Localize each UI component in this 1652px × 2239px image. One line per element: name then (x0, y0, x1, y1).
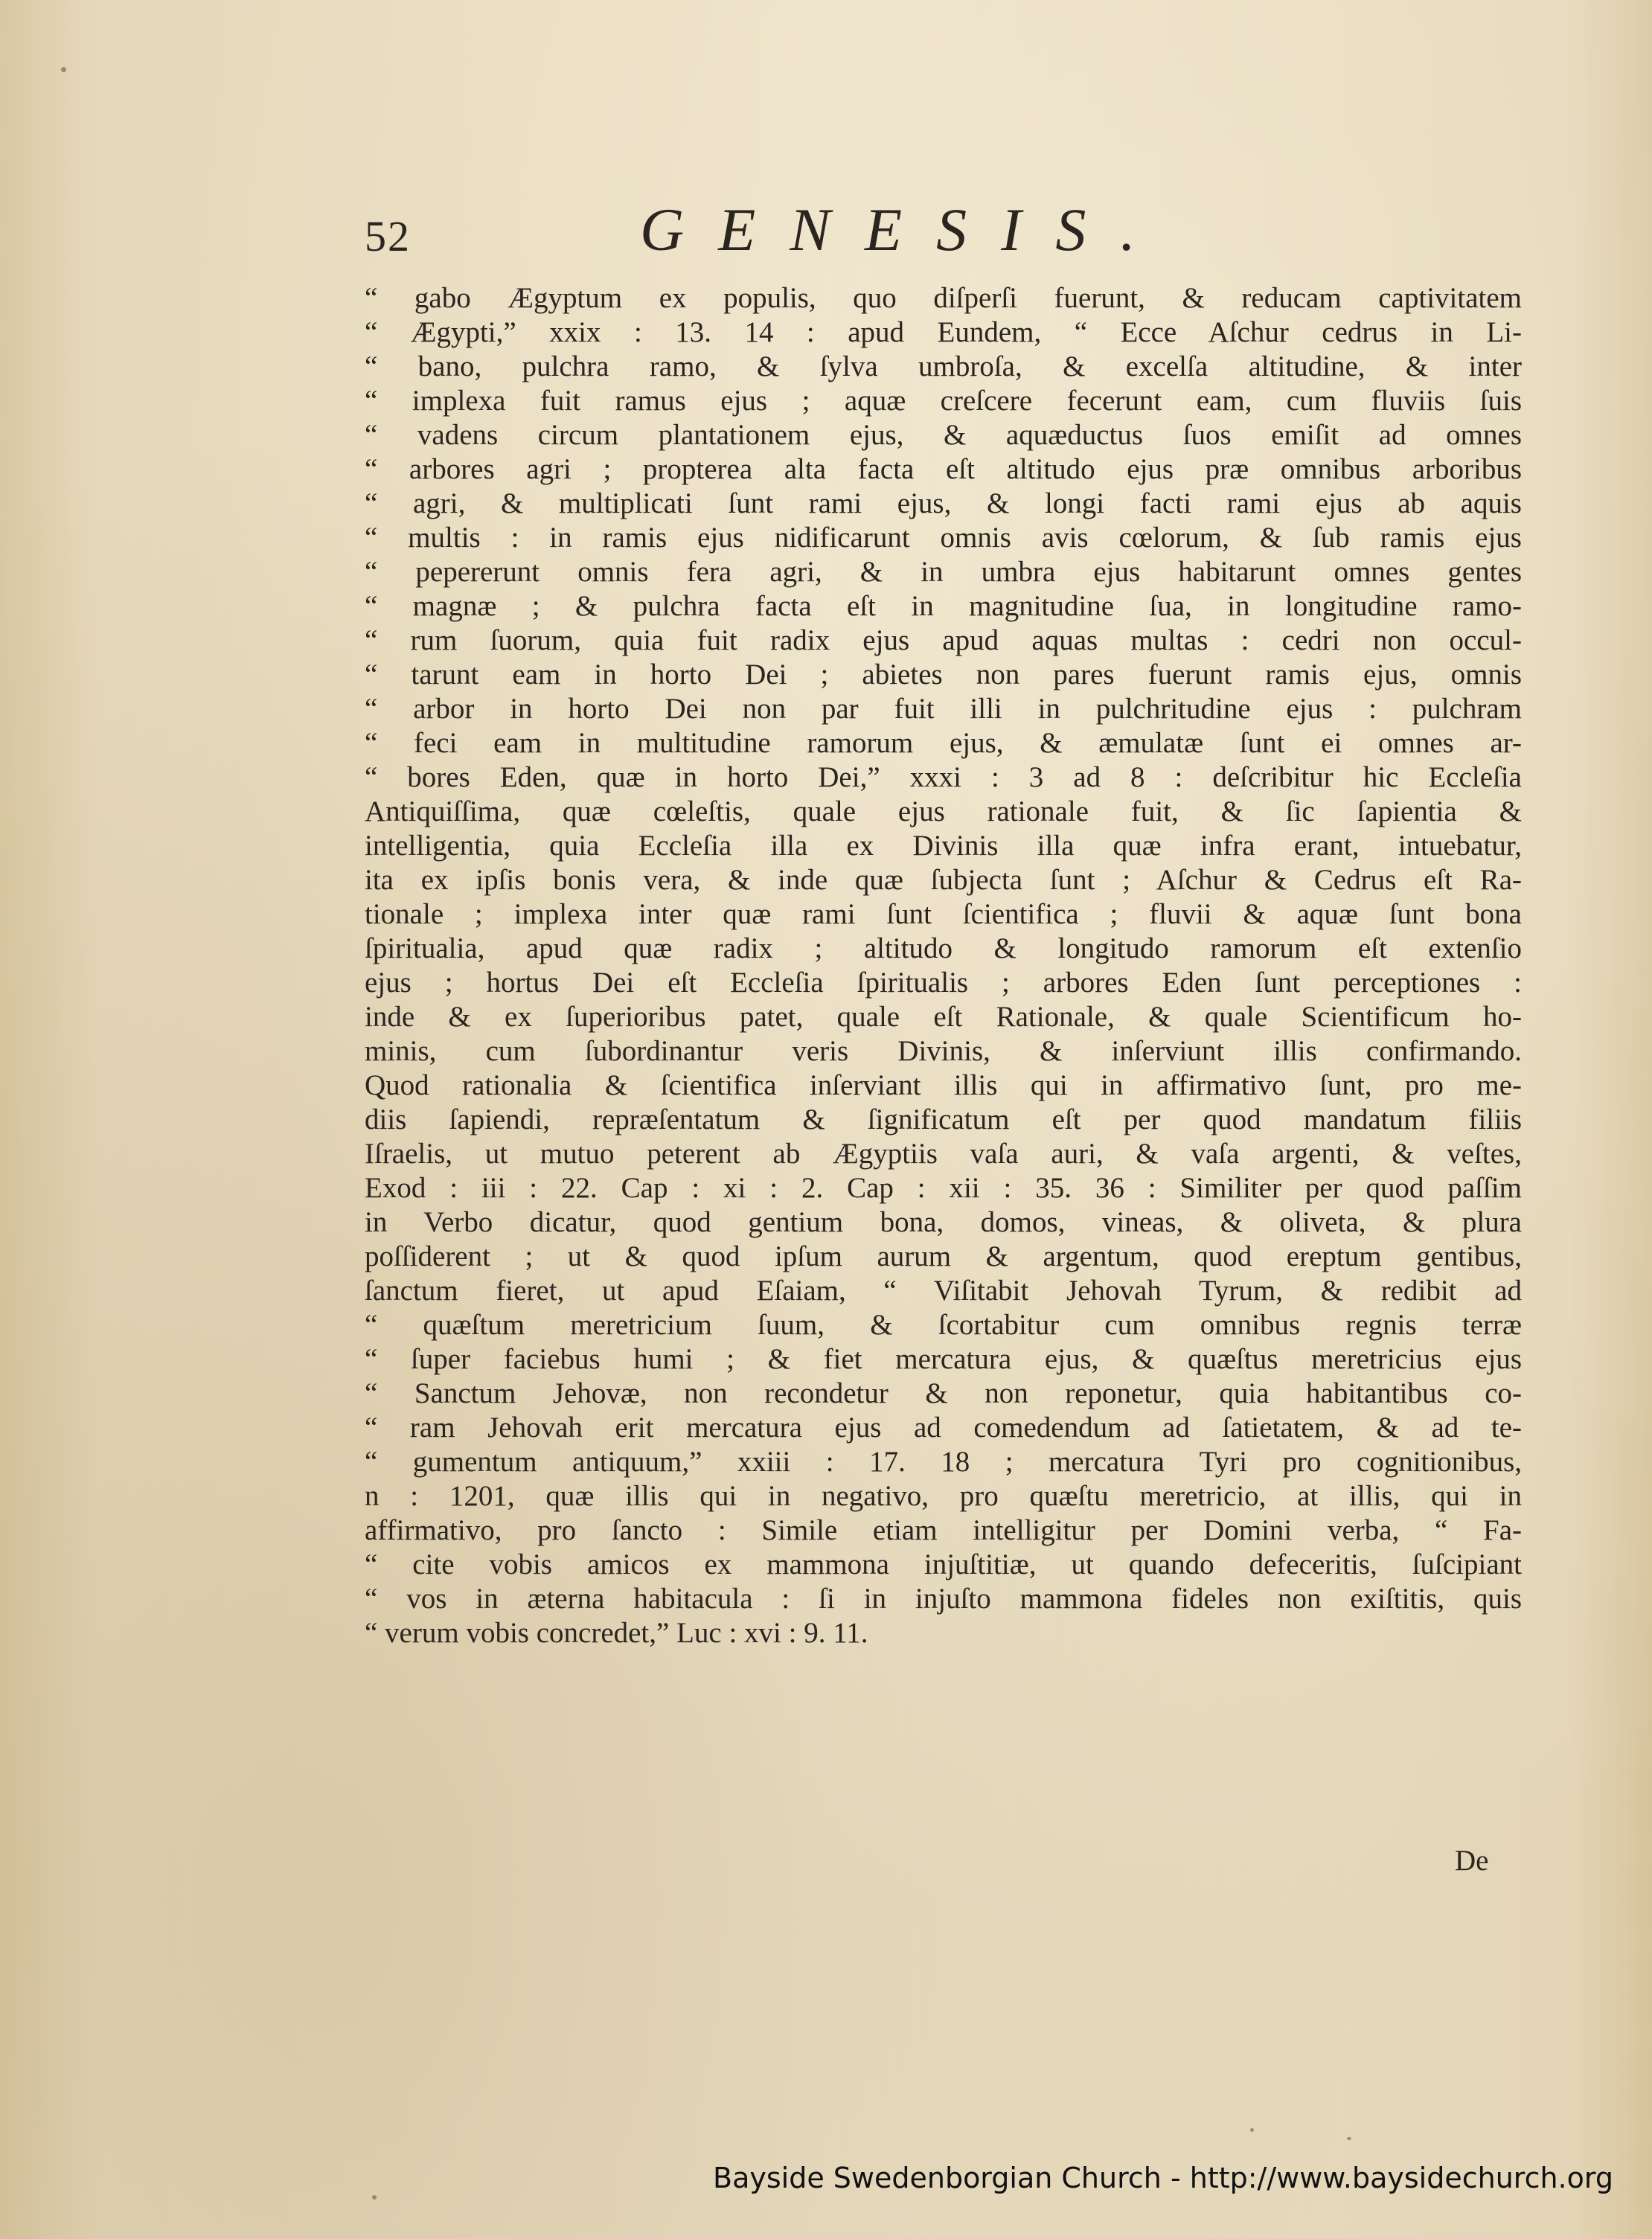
body-text (365, 281, 1522, 1650)
text-line: “ arbores agri ; propterea alta facta eſt altitudo ejus præ omnibus arboribus (365, 453, 1522, 485)
paper-speck (372, 2195, 377, 2200)
text-line: intelligentia, quia Eccleſia illa ex Divinis illa quæ infra erant, intuebatur, (365, 830, 1522, 862)
text-line: tionale ; implexa inter quæ rami ſunt ſcientifica ; fluvii & aquæ ſunt bona (365, 898, 1522, 930)
page-number: 52 (365, 212, 411, 260)
text-line: “ multis : in ramis ejus nidificarunt omnis avis cœlorum, & ſub ramis ejus (365, 522, 1522, 554)
text-line: “ ram Jehovah erit mercatura ejus ad comedendum ad ſatietatem, & ad te- (365, 1412, 1522, 1444)
text-line: Antiquiſſima, quæ cœleſtis, quale ejus rationale fuit, & ſic ſapientia & (365, 795, 1522, 827)
running-title: GENESIS. (640, 196, 1170, 263)
text-line: “ implexa fuit ramus ejus ; aquæ creſcere fecerunt eam, cum fluviis ſuis (365, 385, 1522, 417)
text-line: diis ſapiendi, repræſentatum & ſignificatum eſt per quod mandatum filiis (365, 1104, 1522, 1135)
text-line: Exod : iii : 22. Cap : xi : 2. Cap : xii : 35. 36 : Similiter per quod paſſim (365, 1172, 1522, 1204)
text-line: “ Sanctum Jehovæ, non recondetur & non reponetur, quia habitantibus co- (365, 1377, 1522, 1409)
text-line: ſpiritualia, apud quæ radix ; altitudo & longitudo ramorum eſt extenſio (365, 932, 1522, 964)
text-line: “ feci eam in multitudine ramorum ejus, & æmulatæ ſunt ei omnes ar- (365, 727, 1522, 759)
footer-watermark: Bayside Swedenborgian Church - http://www.baysidechurch.org (713, 2162, 1613, 2194)
text-line: “ vos in æterna habitacula : ſi in injuſto mammona fideles non exiſtitis, quis (365, 1583, 1522, 1615)
text-line: “ agri, & multiplicati ſunt rami ejus, & longi facti rami ejus ab aquis (365, 487, 1522, 519)
text-line: “ rum ſuorum, quia fuit radix ejus apud aquas multas : cedri non occul- (365, 624, 1522, 656)
text-line: “ arbor in horto Dei non par fuit illi in pulchritudine ejus : pulchram (365, 693, 1522, 725)
paper-speck (61, 67, 66, 72)
text-line: poſſiderent ; ut & quod ipſum aurum & argentum, quod ereptum gentibus, (365, 1240, 1522, 1272)
text-line: ejus ; hortus Dei eſt Eccleſia ſpiritualis ; arbores Eden ſunt perceptiones : (365, 967, 1522, 999)
text-line: “ vadens circum plantationem ejus, & aquæductus ſuos emiſit ad omnes (365, 419, 1522, 451)
text-line: “ verum vobis concredet,” Luc : xvi : 9. 11. (365, 1617, 868, 1649)
text-line: Quod rationalia & ſcientifica inſerviant illis qui in affirmativo ſunt, pro me- (365, 1069, 1522, 1101)
paper-speck (1250, 2128, 1254, 2132)
text-line: ita ex ipſis bonis vera, & inde quæ ſubjecta ſunt ; Aſchur & Cedrus eſt Ra- (365, 864, 1522, 896)
text-line: ſanctum fieret, ut apud Eſaiam, “ Viſitabit Jehovah Tyrum, & redibit ad (365, 1275, 1522, 1307)
text-line: “ Ægypti,” xxix : 13. 14 : apud Eundem, “ Ecce Aſchur cedrus in Li- (365, 316, 1522, 348)
text-line: n : 1201, quæ illis qui in negativo, pro quæſtu meretricio, at illis, qui in (365, 1480, 1522, 1512)
text-line: “ bano, pulchra ramo, & ſylva umbroſa, & excelſa altitudine, & inter (365, 350, 1522, 382)
text-line: “ gabo Ægyptum ex populis, quo diſperſi fuerunt, & reducam captivitatem (365, 282, 1522, 314)
text-line: minis, cum ſubordinantur veris Divinis, & inſerviunt illis confirmando. (365, 1035, 1522, 1067)
text-line: in Verbo dicatur, quod gentium bona, domos, vineas, & oliveta, & plura (365, 1206, 1522, 1238)
text-line: inde & ex ſuperioribus patet, quale eſt Rationale, & quale Scientificum ho- (365, 1001, 1522, 1033)
text-line: “ ſuper faciebus humi ; & fiet mercatura ejus, & quæſtus meretricius ejus (365, 1343, 1522, 1375)
text-line: “ pepererunt omnis fera agri, & in umbra ejus habitarunt omnes gentes (365, 556, 1522, 588)
text-line: “ quæſtum meretricium ſuum, & ſcortabitur cum omnibus regnis terræ (365, 1309, 1522, 1341)
text-line: Iſraelis, ut mutuo peterent ab Ægyptiis vaſa auri, & vaſa argenti, & veſtes, (365, 1138, 1522, 1170)
text-line: “ bores Eden, quæ in horto Dei,” xxxi : 3 ad 8 : deſcribitur hic Eccleſia (365, 761, 1522, 793)
paper-speck (1347, 2137, 1351, 2140)
text-line: affirmativo, pro ſancto : Simile etiam intelligitur per Domini verba, “ Fa- (365, 1514, 1522, 1546)
text-line: “ tarunt eam in horto Dei ; abietes non pares fuerunt ramis ejus, omnis (365, 659, 1522, 691)
text-line: “ magnæ ; & pulchra facta eſt in magnitudine ſua, in longitudine ramo- (365, 590, 1522, 622)
text-line: “ cite vobis amicos ex mammona injuſtitiæ, ut quando defeceritis, ſuſcipiant (365, 1548, 1522, 1580)
text-line: “ gumentum antiquum,” xxiii : 17. 18 ; mercatura Tyri pro cognitionibus, (365, 1446, 1522, 1478)
catchword: De (1455, 1845, 1489, 1877)
running-head (365, 195, 1525, 277)
